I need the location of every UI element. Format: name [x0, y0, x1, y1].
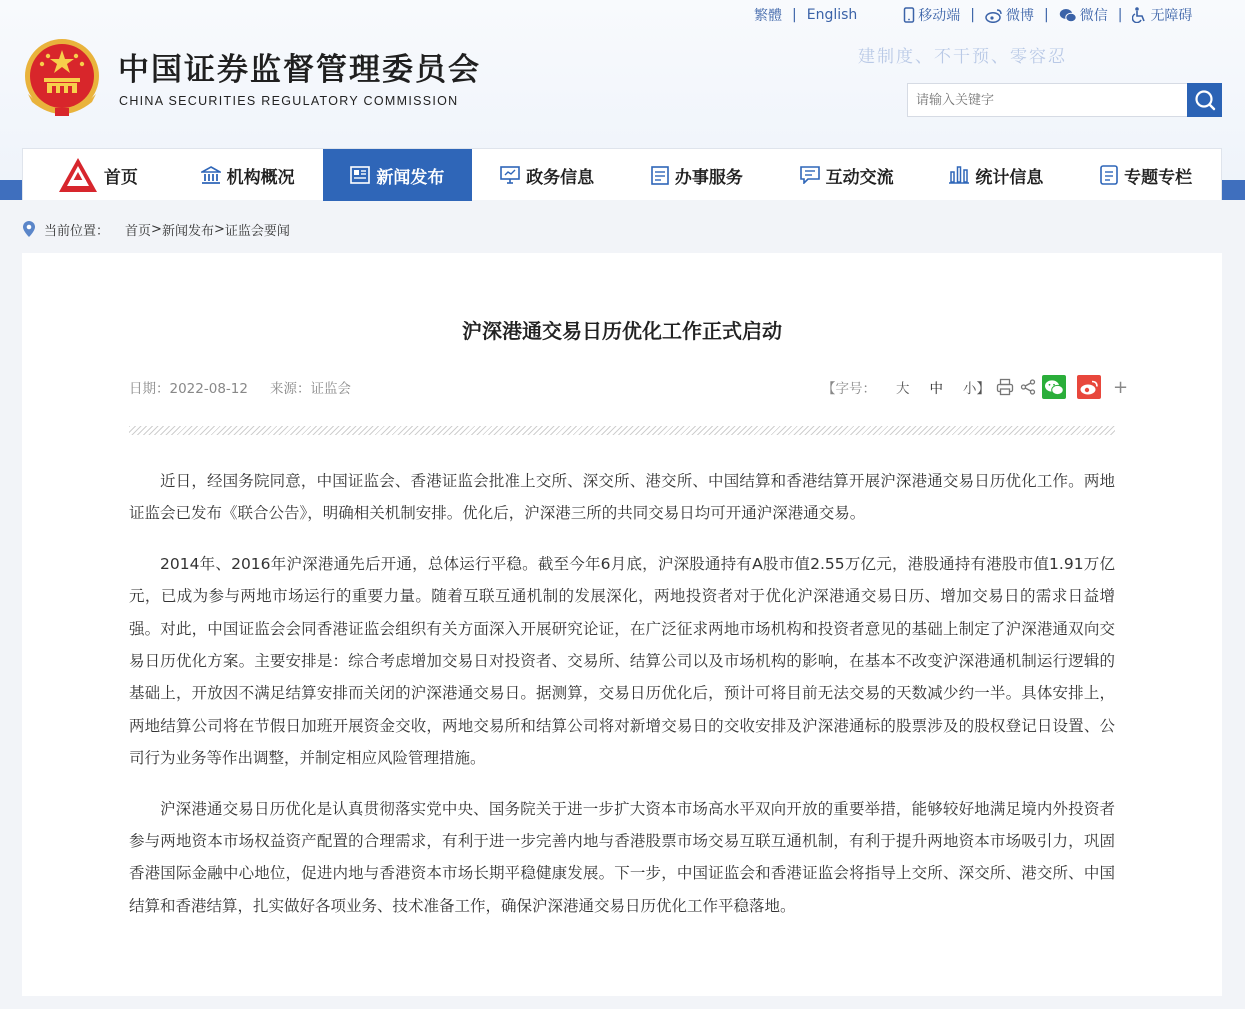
share-wechat-button[interactable]	[1042, 375, 1066, 399]
traditional-chinese-link[interactable]: 繁體	[754, 8, 782, 24]
font-size-label: 【字号：	[822, 381, 876, 397]
newspaper-icon	[350, 166, 370, 184]
article-paragraph: 沪深港通交易日历优化是认真贯彻落实党中央、国务院关于进一步扩大资本市场高水平双向开放的重要举措，能够较好地满足境内外投资者参与两地资本市场权益资产配置的合理需求，有利于进一步完善内地与香港股票市场交易互联互通机制，有利于提升两地资本市场吸引力，巩固香港国际金融中心地位，促进内地与香港资本市场长期平稳健康发展。下一步，中国证监会和香港证监会将指导上交所、深交所、港交所、中国结算和香港结算，扎实做好各项业务、技术准备工作，确保沪深港通交易日历优化工作平稳落地。	[129, 799, 1115, 915]
nav-item-special-topics[interactable]	[1071, 149, 1221, 201]
breadcrumb-separator: >	[213, 221, 225, 237]
nav-item-home[interactable]	[23, 149, 173, 201]
location-pin-icon	[22, 220, 36, 238]
nav-item-about[interactable]	[173, 149, 323, 201]
nav-item-label: 专题专栏	[1124, 167, 1193, 188]
breadcrumb-home[interactable]: 首页	[125, 223, 152, 239]
accessibility-link[interactable]	[1132, 5, 1192, 25]
article-paragraph: 近日，经国务院同意，中国证监会、香港证监会批准上交所、深交所、港交所、中国结算和香港结算开展沪深港通交易日历优化工作。两地证监会已发布《联合公告》，明确相关机制安排。优化后，沪深港三所的共同交易日均可开通沪深港通交易。	[129, 472, 1115, 523]
print-button[interactable]	[996, 378, 1014, 396]
nav-item-label: 新闻发布	[376, 167, 445, 188]
article-meta	[129, 377, 351, 397]
nav-item-government-info[interactable]	[472, 149, 622, 201]
building-icon	[201, 165, 221, 185]
wheelchair-icon	[1132, 7, 1147, 23]
article-source: 来源：证监会	[269, 381, 351, 397]
clipboard-icon	[651, 165, 669, 185]
wechat-link[interactable]	[1059, 5, 1108, 25]
accessibility-link-label: 无障碍	[1150, 8, 1193, 24]
english-link[interactable]: English	[806, 7, 858, 23]
chat-icon	[800, 166, 820, 184]
breadcrumb-label: 当前位置：	[44, 223, 110, 239]
nav-item-label: 统计信息	[975, 167, 1044, 188]
article-title: 沪深港通交易日历优化工作正式启动	[462, 319, 782, 343]
weibo-icon	[1079, 379, 1099, 396]
breadcrumb-news[interactable]: 新闻发布	[161, 223, 214, 239]
breadcrumb	[22, 219, 290, 239]
top-links	[754, 5, 1192, 25]
nav-item-label: 互动交流	[825, 167, 894, 188]
share-icon	[1020, 379, 1036, 395]
link-separator: |	[1117, 7, 1123, 23]
mobile-phone-icon	[903, 7, 915, 23]
site-title-english: CHINA SECURITIES REGULATORY COMMISSION	[119, 94, 459, 108]
link-separator: |	[1044, 7, 1049, 23]
printer-icon	[996, 378, 1014, 396]
link-separator: |	[970, 7, 975, 23]
wechat-icon	[1059, 8, 1077, 23]
wechat-icon	[1044, 379, 1064, 396]
link-separator: |	[792, 7, 797, 23]
search-input[interactable]	[907, 83, 1187, 117]
mobile-link-label: 移动端	[918, 8, 961, 24]
more-share-button[interactable]: +	[1113, 376, 1129, 398]
nav-item-label: 机构概况	[226, 167, 295, 188]
search-icon	[1193, 88, 1217, 112]
share-button[interactable]	[1020, 379, 1036, 395]
article-paragraph: 2014年、2016年沪深港通先后开通，总体运行平稳。截至今年6月底，沪深股通持有A股市值2.55万亿元，港股通持有港股市值1.91万亿元，已成为参与两地市场运行的重要力量。随着互联互通机制的发展深化，两地投资者对于优化沪深港通交易日历、增加交易日的需求日益增强。对此，中国证监会会同香港证监会组织有关方面深入开展研究论证，在广泛征求两地市场机构和投资者意见的基础上制定了沪深港通双向交易日历优化方案。主要安排是：综合考虑增加交易日对投资者、交易所、结算公司以及市场机构的影响，在基本不改变沪深港通机制运行逻辑的基础上，开放因不满足结算安排而关闭的沪深港通交易日。据测算，交易日历优化后，预计可将目前无法交易的天数减少约一半。具体安排上，两地结算公司将在节假日加班开展资金交收，两地交易所和结算公司将对新增交易日的交收安排及沪深港通标的股票涉及的股权登记日设置、公司行为业务等作出调整，并制定相应风险管理措施。	[129, 554, 1115, 768]
bar-chart-icon	[949, 166, 969, 184]
article-panel	[22, 253, 1222, 996]
article-tools	[822, 375, 1128, 399]
nav-item-interaction[interactable]	[772, 149, 922, 201]
nav-item-services[interactable]	[622, 149, 772, 201]
nav-item-news[interactable]	[323, 149, 473, 201]
article-body	[129, 465, 1115, 940]
main-nav	[22, 148, 1222, 200]
article-divider	[129, 426, 1115, 435]
breadcrumb-csrc-news[interactable]: 证监会要闻	[224, 223, 290, 239]
weibo-icon	[985, 8, 1003, 23]
share-weibo-button[interactable]	[1077, 375, 1101, 399]
wechat-link-label: 微信	[1079, 8, 1108, 24]
article-date: 日期：2022-08-12	[129, 381, 248, 397]
mobile-link[interactable]	[903, 5, 960, 25]
nav-item-label: 首页	[103, 167, 138, 188]
font-size-medium[interactable]: 中	[929, 381, 943, 397]
nav-item-statistics[interactable]	[922, 149, 1072, 201]
slogan: 建制度、不干预、零容忍	[858, 47, 1067, 67]
breadcrumb-separator: >	[151, 221, 162, 237]
nav-item-label: 政务信息	[526, 167, 595, 188]
national-emblem-icon	[22, 36, 102, 120]
monitor-icon	[500, 166, 520, 184]
csrc-logo-icon	[58, 157, 98, 193]
weibo-link[interactable]	[985, 5, 1034, 25]
font-size-small[interactable]: 小】	[963, 381, 990, 397]
weibo-link-label: 微博	[1006, 8, 1034, 24]
nav-item-label: 办事服务	[674, 167, 743, 188]
search-button[interactable]	[1187, 83, 1222, 117]
font-size-large[interactable]: 大	[896, 381, 910, 397]
site-title: 中国证券监督管理委员会	[118, 52, 481, 88]
document-icon	[1100, 165, 1118, 185]
